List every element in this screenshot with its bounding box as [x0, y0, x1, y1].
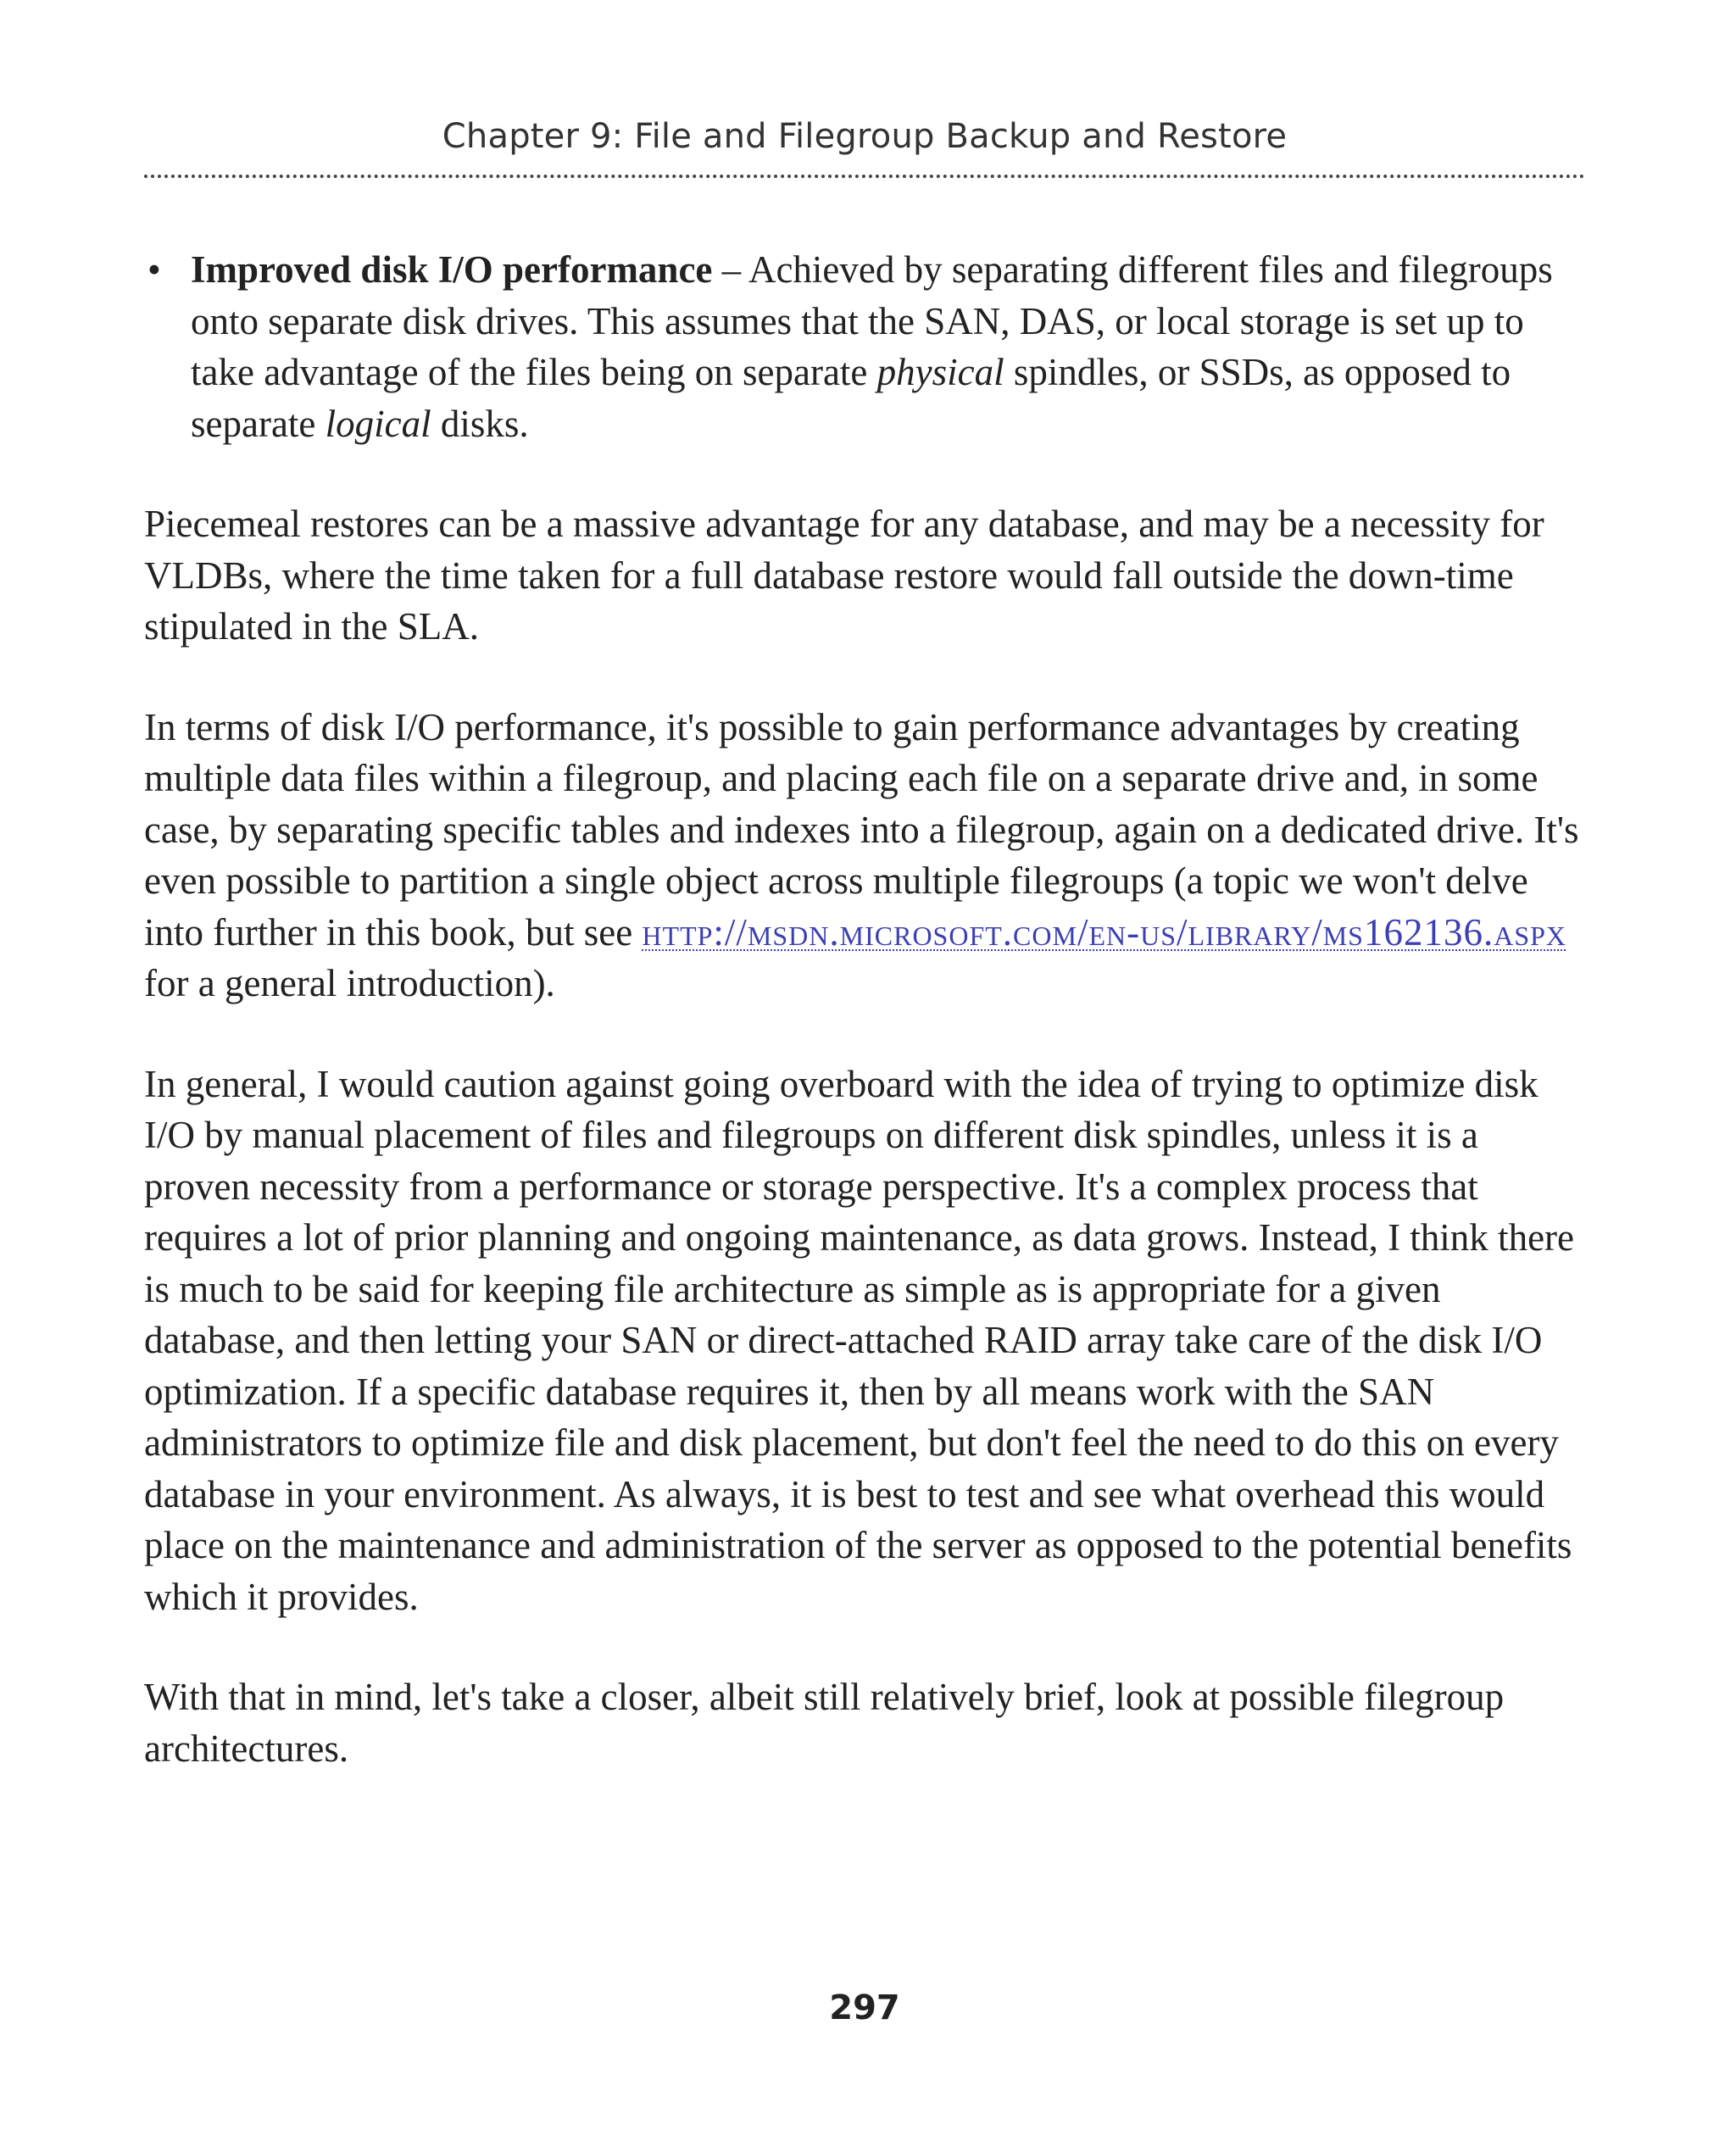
- paragraph-piecemeal-restores: Piecemeal restores can be a massive advantage for any database, and may be a necessity for VLDBs, where the time taken for a full database restore would fall outside the down-time stipulated in the SLA.: [144, 503, 1544, 648]
- bullet-list: [144, 244, 1585, 449]
- bullet-item-disk-io: [144, 244, 1585, 449]
- paragraph-disk-io: [144, 702, 1585, 1009]
- msdn-link[interactable]: http://msdn.microsoft.com/en-us/library/ms162136.aspx: [642, 910, 1567, 954]
- paragraph-disk-io-tail: for a general introduction).: [144, 962, 555, 1004]
- paragraph-caution: In general, I would caution against going overboard with the idea of trying to optimize disk I/O by manual placement of files and filegroups on different disk spindles, unless it is a proven necessity from a performance or storage perspective. It's a complex process that requires a lot of prior planning and ongoing maintenance, as data grows. Instead, I think there is much to be said for keeping file architecture as simple as is appropriate for a given database, and then letting your SAN or direct-attached RAID array take care of the disk I/O optimization. If a specific database requires it, then by all means work with the SAN administrators to optimize file and disk placement, but don't feel the need to do this on every database in your environment. As always, it is best to test and see what overhead this would place on the maintenance and administration of the server as opposed to the potential benefits which it provides.: [144, 1062, 1574, 1618]
- bullet-text-2: spindles, or SSDs, as opposed to separate: [191, 351, 1511, 445]
- bullet-text-3: disks.: [431, 402, 529, 445]
- page-number: 297: [829, 1988, 900, 2027]
- bullet-dash: –: [712, 248, 748, 291]
- bullet-marker: •: [147, 248, 161, 291]
- page-body: [144, 244, 1585, 1823]
- bullet-italic-physical: physical: [876, 351, 1004, 393]
- header-divider: [144, 175, 1585, 178]
- paragraph-disk-io-text: In terms of disk I/O performance, it's possible to gain performance advantages by creating multiple data files within a filegroup, and placing each file on a separate drive and, in some case, by separating specific tables and indexes into a filegroup, again on a dedicated drive. It's even possible to partition a single object across multiple filegroups (a topic we won't delve into further in this book, but see: [144, 705, 1579, 954]
- bullet-text-1: Achieved by separating different files and filegroups onto separate disk drives. This assumes that the SAN, DAS, or local storage is set up to take advantage of the files being on separate: [191, 248, 1553, 393]
- bullet-term: Improved disk I/O performance: [191, 248, 713, 291]
- chapter-header: Chapter 9: File and Filegroup Backup and Restore: [442, 117, 1288, 156]
- paragraph-conclusion: With that in mind, let's take a closer, albeit still relatively brief, look at possible filegroup architectures.: [144, 1676, 1505, 1770]
- bullet-italic-logical: logical: [325, 402, 431, 445]
